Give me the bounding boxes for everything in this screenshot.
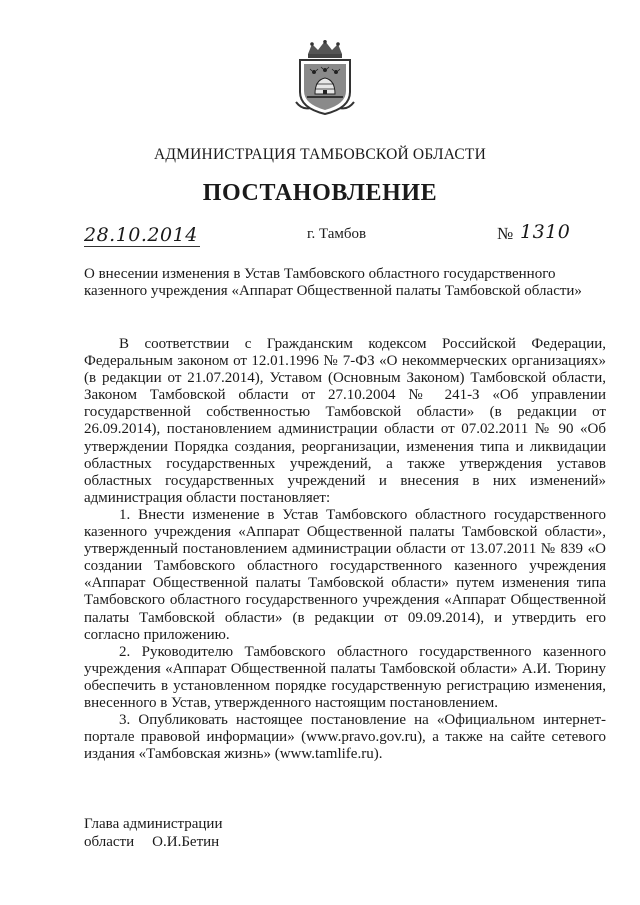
item-2-paragraph: 2. Руководителю Тамбовского областного государственного казенного учреждения «Аппарат Общественной палаты Тамбовской области» А.И. Тюрину обеспечить в установленном порядке государственную регистрацию изменения, внесенного в Устав, утвержденного настоящим постановлением. <box>84 643 606 711</box>
document-date-value: 28.10.2014 <box>84 224 198 246</box>
item-3-paragraph: 3. Опубликовать настоящее постановление на «Официальном интернет-портале правовой информации» (www.pravo.gov.ru), а также на сайте сетевого издания «Тамбовская жизнь» (www.tamlife.ru). <box>84 712 606 763</box>
document-subject: О внесении изменения в Устав Тамбовского областного государственного казенного учреждения «Аппарат Общественной палаты Тамбовской области» <box>84 266 582 299</box>
date-underline <box>84 246 200 247</box>
signatory-title-line1: Глава администрации <box>84 816 223 832</box>
item-1-paragraph: 1. Внести изменение в Устав Тамбовского областного государственного казенного учреждения «Аппарат Общественной палаты Тамбовской области», утвержденный постановлением администрации области от 13.07.2011 № 839 «О создании Тамбовского областного государственного казенного учреждения «Аппарат Общественной палаты Тамбовской области» путем изменения типа Тамбовского областного государственного учреждения «Аппарат Общественной палаты Тамбовской области» (в редакции от 09.09.2014), и утвердить его согласно приложению. <box>84 506 606 643</box>
number-label: № <box>497 224 514 243</box>
signature-block <box>84 815 222 851</box>
tambov-coat-of-arms-icon <box>294 40 356 116</box>
signatory-title-region: области <box>84 834 135 850</box>
document-type-title: ПОСТАНОВЛЕНИЕ <box>202 180 438 206</box>
document-city: г. Тамбов <box>307 226 367 242</box>
document-body <box>84 336 606 763</box>
preamble-paragraph: В соответствии с Гражданским кодексом Российской Федерации, Федеральным законом от 12.01.1996 № 7-ФЗ «О некоммерческих организациях» (в редакции от 21.07.2014), Уставом (Основным Законом) Тамбовской области, Законом Тамбовской области от 27.10.2004 № 241-З «Об управлении государственной собственностью Тамбовской области» (в редакции от 26.09.2014), постановлением администрации области от 07.02.2011 № 90 «Об утверждении Порядка создания, реорганизации, изменения типа и ликвидации областных государственных учреждений, а также утверждения уставов областных государственных учреждений и внесения в них изменений» администрация области постановляет: <box>84 336 606 506</box>
signatory-title-line2 <box>84 833 222 851</box>
document-number: 1310 <box>520 221 571 243</box>
issuing-authority: АДМИНИСТРАЦИЯ ТАМБОВСКОЙ ОБЛАСТИ <box>154 146 486 163</box>
document-date <box>84 224 198 246</box>
signatory-name: О.И.Бетин <box>152 834 220 850</box>
